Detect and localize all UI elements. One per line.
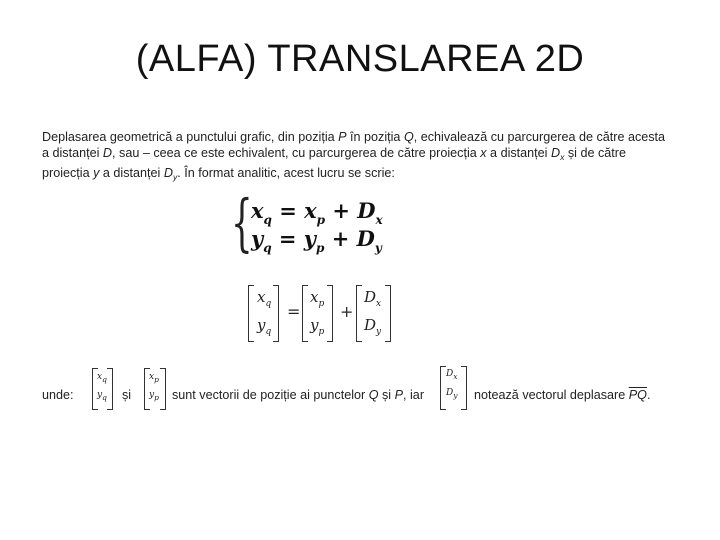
small-cell: $x_q$ [97,372,107,384]
matrix-bracket-right [385,285,391,342]
plus-sign: + [340,302,354,321]
matrix-bracket-left [248,285,254,342]
matrix-bracket-left [356,285,362,342]
equation-x: $x_q = x_p + D_x$ [251,198,383,227]
small-bracket-right [461,366,467,410]
slide-title: (ALFA) TRANSLAREA 2D [135,38,585,80]
vector-pq: $\overline{PQ}$ [628,388,647,402]
small-cell: $y_p$ [149,390,159,402]
equals-sign: = [287,302,301,321]
matrix-cell: $y_p$ [310,316,325,337]
matrix-cell: $y_q$ [257,316,272,337]
intro-paragraph: Deplasarea geometrică a punctului grafic, din poziția P în poziția Q, echivalează cu parcurgerea de către acesta a distanței D, sau – ceea ce este echivalent, cu parcurgerea de către proiecția x a distanței $D_x$ și de către proiecția y a distanței $D_y$. În format analitic, acest lucru se scrie: [42,130,666,183]
unde-label: unde: [42,388,74,402]
small-cell: $D_x$ [446,369,458,381]
small-cell: $y_q$ [97,390,107,402]
small-cell: $x_p$ [149,372,159,384]
matrix-bracket-right [273,285,279,342]
small-bracket-right [107,368,113,410]
matrix-cell: $D_y$ [364,316,382,337]
si-label: și [122,388,132,402]
matrix-bracket-right [327,285,333,342]
equation-y: $y_q = y_p + D_y$ [251,226,382,255]
matrix-bracket-left [302,285,308,342]
matrix-cell: $x_p$ [310,288,325,309]
footer-text-1: sunt vectorii de poziție ai punctelor Q și P, iar [172,388,425,402]
small-bracket-right [160,368,166,410]
small-cell: $D_y$ [446,388,458,400]
footer-text-2: notează vectorul deplasare $\overline{PQ}$. [474,388,651,402]
matrix-cell: $x_q$ [257,288,272,309]
matrix-cell: $D_x$ [364,288,382,309]
equation-system [231,186,421,259]
curly-brace: { [231,186,253,259]
